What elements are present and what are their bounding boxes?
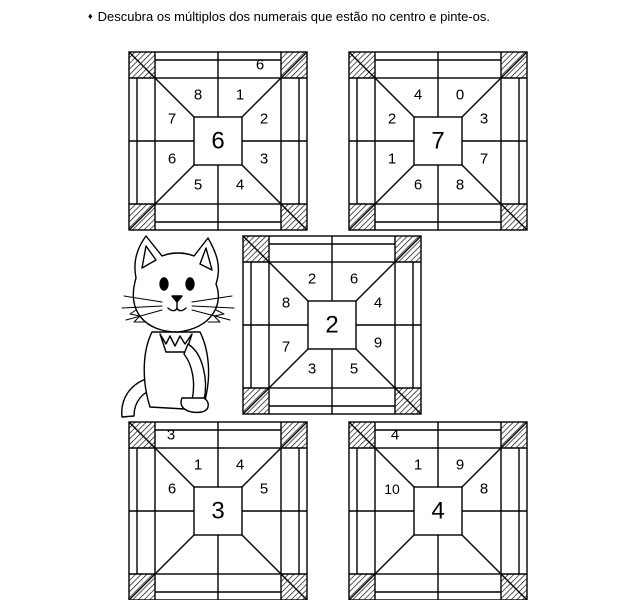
inner-top-left-number[interactable]: 4 — [413, 86, 423, 104]
inner-top-right-number[interactable]: 6 — [349, 270, 359, 288]
center-number: 2 — [325, 311, 339, 339]
frame-line — [129, 165, 194, 230]
frame-line — [356, 236, 421, 301]
frame-line — [349, 535, 414, 600]
outer-top-number[interactable]: 6 — [255, 56, 265, 74]
inner-top-left-number[interactable]: 1 — [413, 456, 423, 474]
inner-right-top-number[interactable]: 2 — [259, 110, 269, 128]
inner-right-top-number[interactable]: 3 — [479, 110, 489, 128]
inner-top-right-number[interactable]: 4 — [235, 456, 245, 474]
board-4 — [349, 422, 527, 600]
inner-left-top-number[interactable]: 8 — [281, 294, 291, 312]
board-7 — [349, 52, 527, 230]
board-2 — [243, 236, 421, 414]
inner-bottom-left-number[interactable]: 6 — [413, 176, 423, 194]
cat-illustration — [112, 232, 247, 422]
instruction-text: Descubra os múltiplos dos numerais que estão no centro e pinte-os. — [97, 9, 490, 24]
frame-line — [129, 52, 194, 117]
frame-line — [242, 422, 307, 487]
inner-left-bottom-number[interactable]: 1 — [387, 150, 397, 168]
frame-line — [129, 535, 194, 600]
inner-right-bottom-number[interactable]: 3 — [259, 150, 269, 168]
inner-left-bottom-number[interactable]: 6 — [167, 150, 177, 168]
inner-left-top-number[interactable]: 6 — [167, 480, 177, 498]
frame-line — [462, 52, 527, 117]
frame-line — [462, 535, 527, 600]
center-number: 3 — [211, 497, 225, 525]
inner-left-top-number[interactable]: 7 — [167, 110, 177, 128]
inner-right-top-number[interactable]: 8 — [479, 480, 489, 498]
inner-top-left-number[interactable]: 2 — [307, 270, 317, 288]
inner-top-left-number[interactable]: 8 — [193, 86, 203, 104]
inner-right-top-number[interactable]: 5 — [259, 480, 269, 498]
inner-top-right-number[interactable]: 1 — [235, 86, 245, 104]
inner-left-bottom-number[interactable]: 7 — [281, 338, 291, 356]
frame-line — [242, 52, 307, 117]
frame-line — [356, 349, 421, 414]
inner-bottom-right-number[interactable]: 4 — [235, 176, 245, 194]
inner-right-bottom-number[interactable]: 9 — [373, 334, 383, 352]
frame-line — [243, 349, 308, 414]
frame-line — [349, 422, 414, 487]
instruction — [88, 9, 490, 24]
frame-line — [349, 165, 414, 230]
center-number: 4 — [431, 497, 445, 525]
center-number: 6 — [211, 127, 225, 155]
inner-right-top-number[interactable]: 4 — [373, 294, 383, 312]
cat-paw — [181, 398, 208, 412]
center-number: 7 — [431, 127, 445, 155]
inner-bottom-right-number[interactable]: 8 — [455, 176, 465, 194]
inner-bottom-left-number[interactable]: 5 — [193, 176, 203, 194]
inner-bottom-right-number[interactable]: 5 — [349, 360, 359, 378]
board-6 — [129, 52, 307, 230]
cat-eye-left — [160, 278, 168, 290]
inner-left-top-number[interactable]: 2 — [387, 110, 397, 128]
frame-line — [243, 236, 308, 301]
frame-line — [242, 535, 307, 600]
bullet-icon: ♦ — [88, 11, 93, 21]
frame-line — [462, 165, 527, 230]
board-3 — [129, 422, 307, 600]
cat-eye-right — [186, 278, 194, 290]
outer-top-number[interactable]: 4 — [390, 426, 400, 444]
inner-top-left-number[interactable]: 1 — [193, 456, 203, 474]
inner-bottom-left-number[interactable]: 3 — [307, 360, 317, 378]
inner-top-right-number[interactable]: 0 — [455, 86, 465, 104]
frame-line — [462, 422, 527, 487]
inner-top-right-number[interactable]: 9 — [455, 456, 465, 474]
inner-right-bottom-number[interactable]: 7 — [479, 150, 489, 168]
frame-line — [349, 52, 414, 117]
inner-left-top-number[interactable]: 10 — [384, 481, 400, 497]
frame-line — [242, 165, 307, 230]
outer-top-number[interactable]: 3 — [166, 426, 176, 444]
frame-line — [129, 422, 194, 487]
